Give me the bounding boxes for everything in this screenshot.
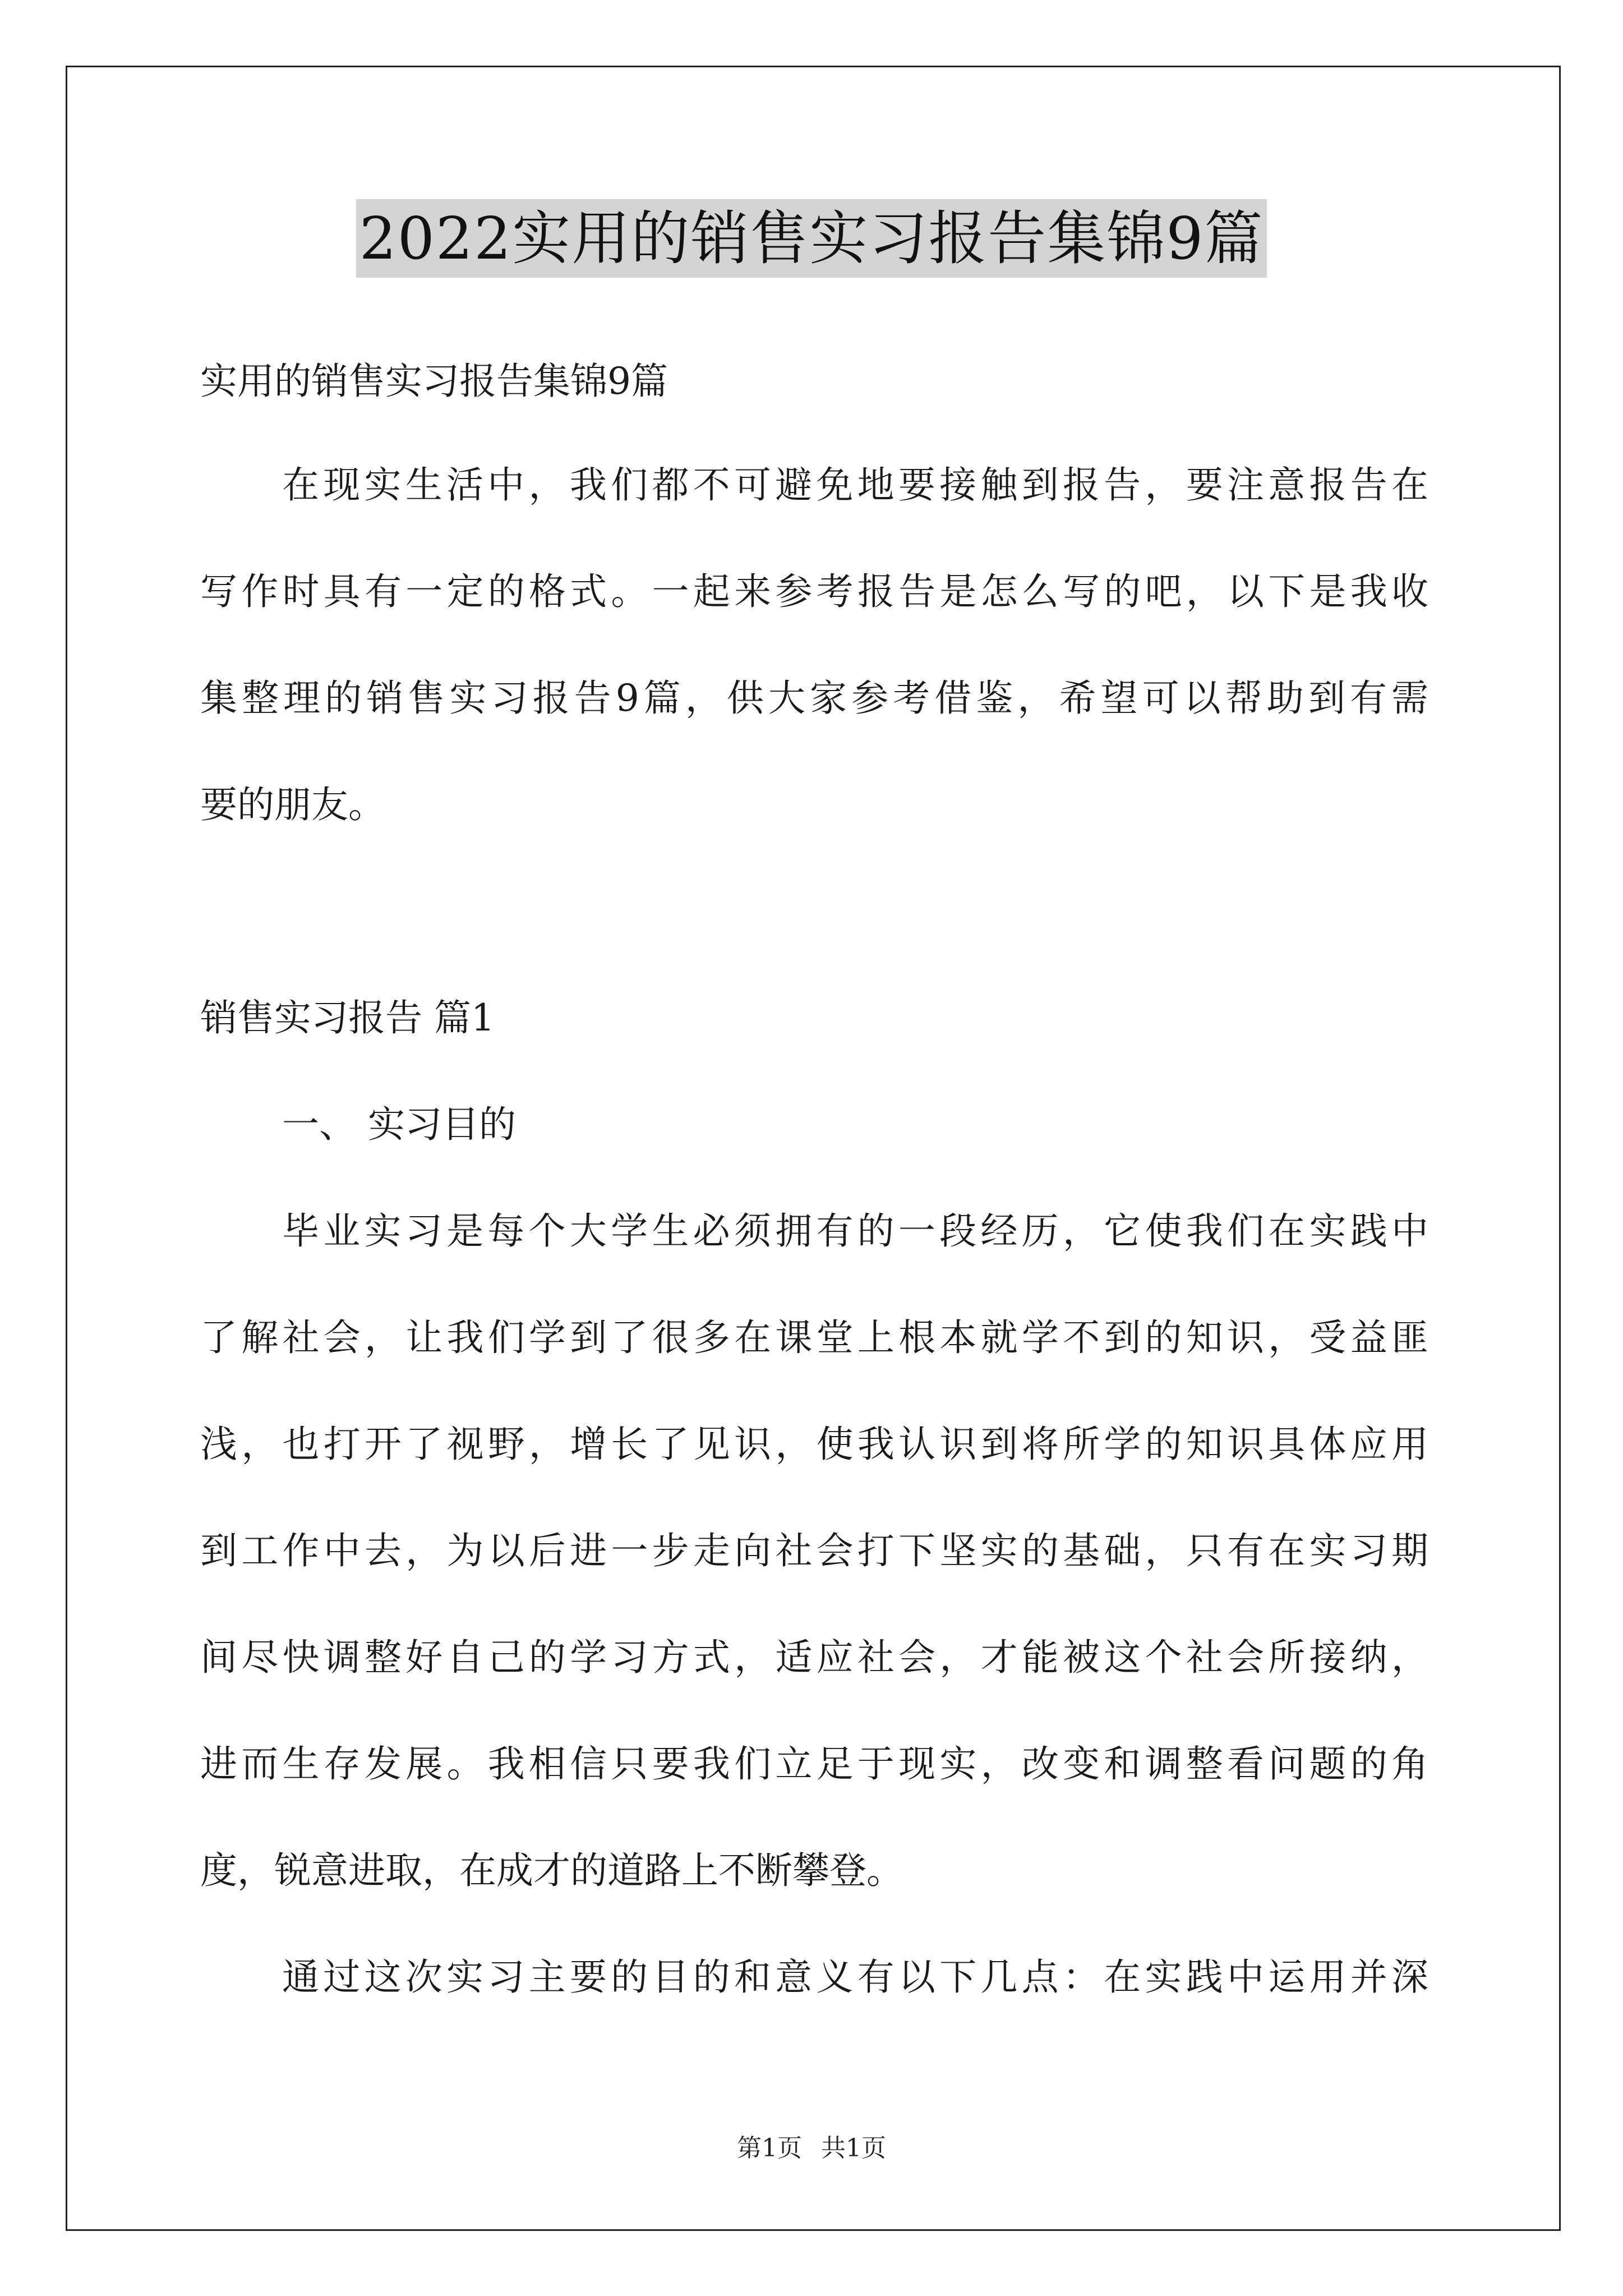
body-paragraph-line: 浅，也打开了视野，增长了见识，使我认识到将所学的知识具体应用 (200, 1423, 1428, 1466)
body-paragraph-line: 进而生存发展。我相信只要我们立足于现实，改变和调整看问题的角 (200, 1742, 1428, 1786)
page-footer (0, 2132, 1623, 2165)
subtitle-line: 实用的销售实习报告集锦9篇 (200, 360, 668, 403)
page-number-total: 共1页 (821, 2134, 886, 2162)
body-paragraph-line: 毕业实习是每个大学生必须拥有的一段经历，它使我们在实践中 (282, 1209, 1428, 1253)
page-number-current: 第1页 (737, 2134, 802, 2162)
subsection-heading: 一、 实习目的 (282, 1103, 516, 1146)
section-heading: 销售实习报告 篇1 (200, 996, 495, 1039)
intro-paragraph-line: 在现实生活中，我们都不可避免地要接触到报告，要注意报告在 (282, 463, 1428, 507)
body-paragraph-line: 了解社会，让我们学到了很多在课堂上根本就学不到的知识，受益匪 (200, 1316, 1428, 1359)
document-title: 2022实用的销售实习报告集锦9篇 (356, 199, 1267, 278)
intro-paragraph-line: 要的朋友。 (200, 783, 385, 826)
intro-paragraph-line: 写作时具有一定的格式。一起来参考报告是怎么写的吧，以下是我收 (200, 570, 1428, 613)
title-container (0, 199, 1623, 278)
body-paragraph-line: 通过这次实习主要的目的和意义有以下几点：在实践中运用并深 (282, 1955, 1428, 1999)
body-paragraph-line: 到工作中去，为以后进一步走向社会打下坚实的基础，只有在实习期 (200, 1529, 1428, 1572)
intro-paragraph-line: 集整理的销售实习报告9篇，供大家参考借鉴，希望可以帮助到有需 (200, 677, 1428, 720)
body-paragraph-line: 度，锐意进取，在成才的道路上不断攀登。 (200, 1849, 903, 1892)
body-paragraph-line: 间尽快调整好自己的学习方式，适应社会，才能被这个社会所接纳， (200, 1636, 1428, 1679)
